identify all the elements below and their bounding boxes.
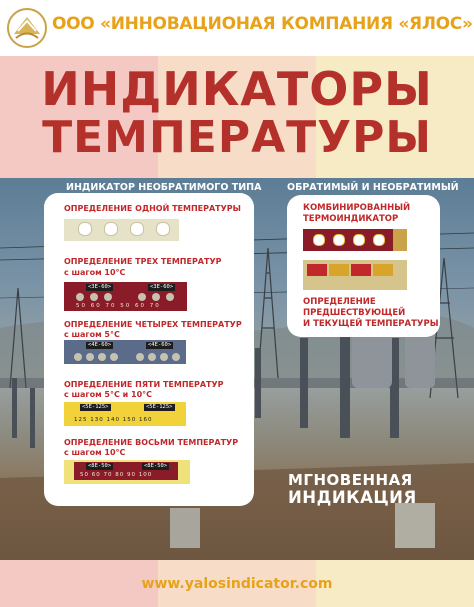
color-cell xyxy=(373,264,393,276)
strip-code: <8E-50> xyxy=(144,463,168,469)
combined-strip-alt xyxy=(303,260,407,290)
five-temp-strip xyxy=(64,402,186,426)
indicator-dot xyxy=(78,222,92,236)
strip-code: <4E-60> xyxy=(148,342,172,348)
item-2-label: ОПРЕДЕЛЕНИЕ ТРЕХ ТЕМПЕРАТУР xyxy=(64,257,222,266)
indicator-dot xyxy=(172,353,180,361)
indicator-dot xyxy=(353,234,365,246)
right-section-heading: ОБРАТИМЫЙ И НЕОБРАТИМЫЙ xyxy=(287,182,459,193)
yalos-logo-icon xyxy=(6,7,48,49)
indicator-dot xyxy=(76,293,84,301)
indicator-dot xyxy=(148,353,156,361)
indicator-dot xyxy=(166,293,174,301)
slogan-line1: МГНОВЕННАЯ xyxy=(288,471,413,489)
header xyxy=(0,0,474,56)
item-1-label: ОПРЕДЕЛЕНИЕ ОДНОЙ ТЕМПЕРАТУРЫ xyxy=(64,204,241,213)
indicator-dot xyxy=(156,222,170,236)
indicator-dot xyxy=(110,353,118,361)
indicator-dot xyxy=(152,293,160,301)
indicator-dot xyxy=(104,222,118,236)
main-title-line1: ИНДИКАТОРЫ xyxy=(41,62,433,116)
indicator-dot xyxy=(333,234,345,246)
indicator-dot xyxy=(90,293,98,301)
main-title-line2: ТЕМПЕРАТУРЫ xyxy=(42,112,432,163)
company-name: ООО «ИННОВАЦИОНАЯ КОМПАНИЯ «ЯЛОС» xyxy=(52,14,473,34)
combined-label-line2: ТЕРМОИНДИКАТОР xyxy=(303,214,399,224)
item-4-label: ОПРЕДЕЛЕНИЕ ПЯТИ ТЕМПЕРАТУР xyxy=(64,380,224,389)
single-temp-strip xyxy=(64,219,179,241)
color-cell xyxy=(329,264,349,276)
strip-code: <8E-50> xyxy=(88,463,112,469)
prior-temp-label-line2: ПРЕДШЕСТВУЮЩЕЙ xyxy=(303,308,406,318)
item-3-step: с шагом 5°C xyxy=(64,330,120,339)
prior-temp-label-line1: ОПРЕДЕЛЕНИЕ xyxy=(303,297,376,307)
strip-numbers: 50 60 70 80 90 100 xyxy=(80,472,153,478)
indicator-dot xyxy=(160,353,168,361)
color-cell xyxy=(351,264,371,276)
combined-label-line1: КОМБИНИРОВАННЫЙ xyxy=(303,203,411,213)
strip-code: <5E-125> xyxy=(146,404,173,410)
item-5-step: с шагом 10°C xyxy=(64,448,126,457)
slogan-line2: ИНДИКАЦИЯ xyxy=(288,488,417,507)
website-link[interactable]: www.yalosindicator.com xyxy=(141,576,333,592)
indicator-dot xyxy=(130,222,144,236)
indicator-dot xyxy=(74,353,82,361)
indicator-dot xyxy=(313,234,325,246)
eight-temp-strip xyxy=(64,460,190,484)
indicator-dot xyxy=(138,293,146,301)
item-2-step: с шагом 10°C xyxy=(64,268,126,277)
three-temp-strip xyxy=(64,282,187,311)
indicator-dot xyxy=(104,293,112,301)
combined-strip xyxy=(303,229,407,251)
strip-code: <3E-60> xyxy=(88,284,112,290)
indicator-dot xyxy=(373,234,385,246)
prior-temp-label-line3: И ТЕКУЩЕЙ ТЕМПЕРАТУРЫ xyxy=(303,319,439,329)
strip-code: <3E-60> xyxy=(150,284,174,290)
left-section-heading: ИНДИКАТОР НЕОБРАТИМОГО ТИПА xyxy=(66,182,262,193)
item-3-label: ОПРЕДЕЛЕНИЕ ЧЕТЫРЕХ ТЕМПЕРАТУР xyxy=(64,320,242,329)
four-temp-strip xyxy=(64,340,186,364)
strip-tail xyxy=(393,229,407,251)
strip-numbers: 125 130 140 150 160 xyxy=(74,417,153,423)
item-4-step: с шагом 5°C и 10°C xyxy=(64,390,153,399)
strip-numbers: 50 60 70 50 60 70 xyxy=(76,303,161,309)
indicator-dot xyxy=(98,353,106,361)
item-5-label: ОПРЕДЕЛЕНИЕ ВОСЬМИ ТЕМПЕРАТУР xyxy=(64,438,239,447)
strip-code: <4E-60> xyxy=(88,342,112,348)
color-cell xyxy=(307,264,327,276)
indicator-dot xyxy=(86,353,94,361)
strip-code: <5E-125> xyxy=(82,404,109,410)
indicator-dot xyxy=(136,353,144,361)
